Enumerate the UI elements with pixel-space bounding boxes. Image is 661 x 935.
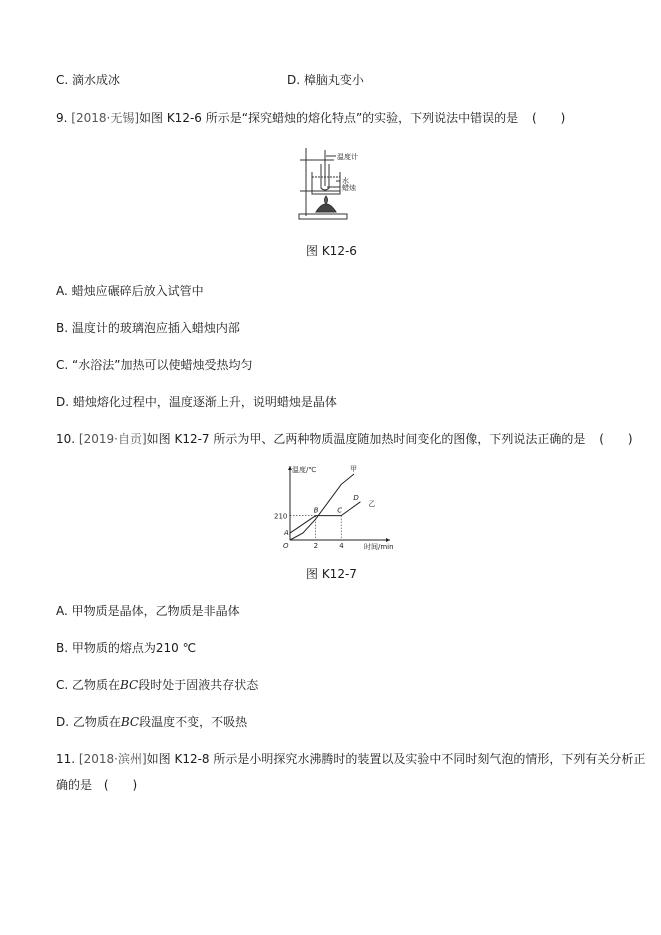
q10-option-d bbox=[56, 714, 247, 730]
point-label-b: B bbox=[313, 506, 319, 515]
q10-stem: 如图 K12-7 所示为甲、乙两种物质温度随加热时间变化的图像，下列说法正确的是 bbox=[146, 432, 586, 446]
label-thermometer: 温度计 bbox=[337, 153, 358, 161]
figure-k12-6 bbox=[296, 146, 368, 222]
q11-source: [2018·滨州] bbox=[78, 752, 147, 766]
q10-answer-paren: ( ) bbox=[599, 432, 633, 446]
y-axis-label: 温度/℃ bbox=[292, 466, 317, 474]
q9-source: [2018·无锡] bbox=[71, 111, 139, 125]
q9-option-b: B. 温度计的玻璃泡应插入蜡烛内部 bbox=[56, 321, 240, 335]
q9-option-a: A. 蜡烛应碾碎后放入试管中 bbox=[56, 284, 204, 298]
q9-number: 9. bbox=[56, 111, 68, 125]
q11-stem-line-1 bbox=[56, 751, 645, 767]
y-tick-label: 210 bbox=[274, 512, 288, 521]
q10-option-d-text: D. 乙物质在 bbox=[56, 715, 121, 729]
q10-option-c-segment: BC bbox=[120, 678, 139, 692]
point-label-d: D bbox=[353, 493, 359, 502]
point-label-a: A bbox=[284, 529, 289, 538]
q11-stem-2: 确的是 bbox=[56, 778, 93, 792]
figure-k12-7-chart bbox=[268, 462, 396, 552]
caption-k12-7: 图 K12-7 bbox=[306, 567, 357, 581]
label-wax: 蜡烛 bbox=[342, 184, 356, 192]
q9-option-d: D. 蜡烛熔化过程中，温度逐渐上升，说明蜡烛是晶体 bbox=[56, 395, 337, 409]
q10-option-d-text-2: 段温度不变，不吸热 bbox=[139, 715, 248, 729]
x-tick-label: 2 bbox=[313, 542, 319, 550]
q10-option-d-segment: BC bbox=[120, 715, 140, 729]
q10-option-c-text: C. 乙物质在 bbox=[56, 678, 121, 692]
x-axis-arrow bbox=[386, 538, 390, 542]
x-axis-label: 时间/min bbox=[364, 543, 394, 551]
q11-number: 11. bbox=[56, 752, 76, 766]
series-line-1 bbox=[290, 474, 354, 540]
x-tick-label: 4 bbox=[339, 542, 344, 550]
label-water: 水 bbox=[342, 177, 349, 185]
q10-source: [2019·自贡] bbox=[78, 432, 147, 446]
q10-option-c bbox=[56, 677, 258, 693]
q10-option-c-text-2: 段时处于固液共存状态 bbox=[138, 678, 259, 692]
q9-stem-line bbox=[56, 110, 565, 126]
q11-answer-paren: ( ) bbox=[103, 778, 138, 792]
q9-answer-paren: ( ) bbox=[532, 111, 566, 125]
q10-option-b bbox=[56, 640, 196, 656]
q9-option-c: C. “水浴法”加热可以使蜡烛受热均匀 bbox=[56, 358, 253, 372]
q11-stem-line-2 bbox=[56, 777, 137, 793]
q8-option-d: D. 樟脑丸变小 bbox=[287, 73, 364, 87]
origin-label: O bbox=[283, 542, 289, 550]
q10-option-b-text: B. 甲物质的熔点为 bbox=[56, 641, 156, 655]
q9-stem: 如图 K12-6 所示是“探究蜡烛的熔化特点”的实验，下列说法中错误的是 bbox=[139, 111, 519, 125]
q10-option-a: A. 甲物质是晶体，乙物质是非晶体 bbox=[56, 604, 240, 618]
q11-stem-1: 如图 K12-8 所示是小明探究水沸腾时的装置以及实验中不同时刻气泡的情形，下列有关分析正 bbox=[146, 752, 646, 766]
point-label-c: C bbox=[337, 506, 343, 515]
q10-stem-line bbox=[56, 431, 633, 447]
q10-option-b-value: 210 ℃ bbox=[155, 641, 197, 655]
series-label-2: 乙 bbox=[368, 499, 376, 508]
alcohol-lamp bbox=[316, 204, 336, 212]
q10-number: 10. bbox=[56, 432, 76, 446]
q8-option-c: C. 滴水成冰 bbox=[56, 73, 121, 87]
flame bbox=[325, 196, 328, 204]
series-label-1: 甲 bbox=[350, 465, 357, 473]
caption-k12-6: 图 K12-6 bbox=[306, 244, 357, 258]
